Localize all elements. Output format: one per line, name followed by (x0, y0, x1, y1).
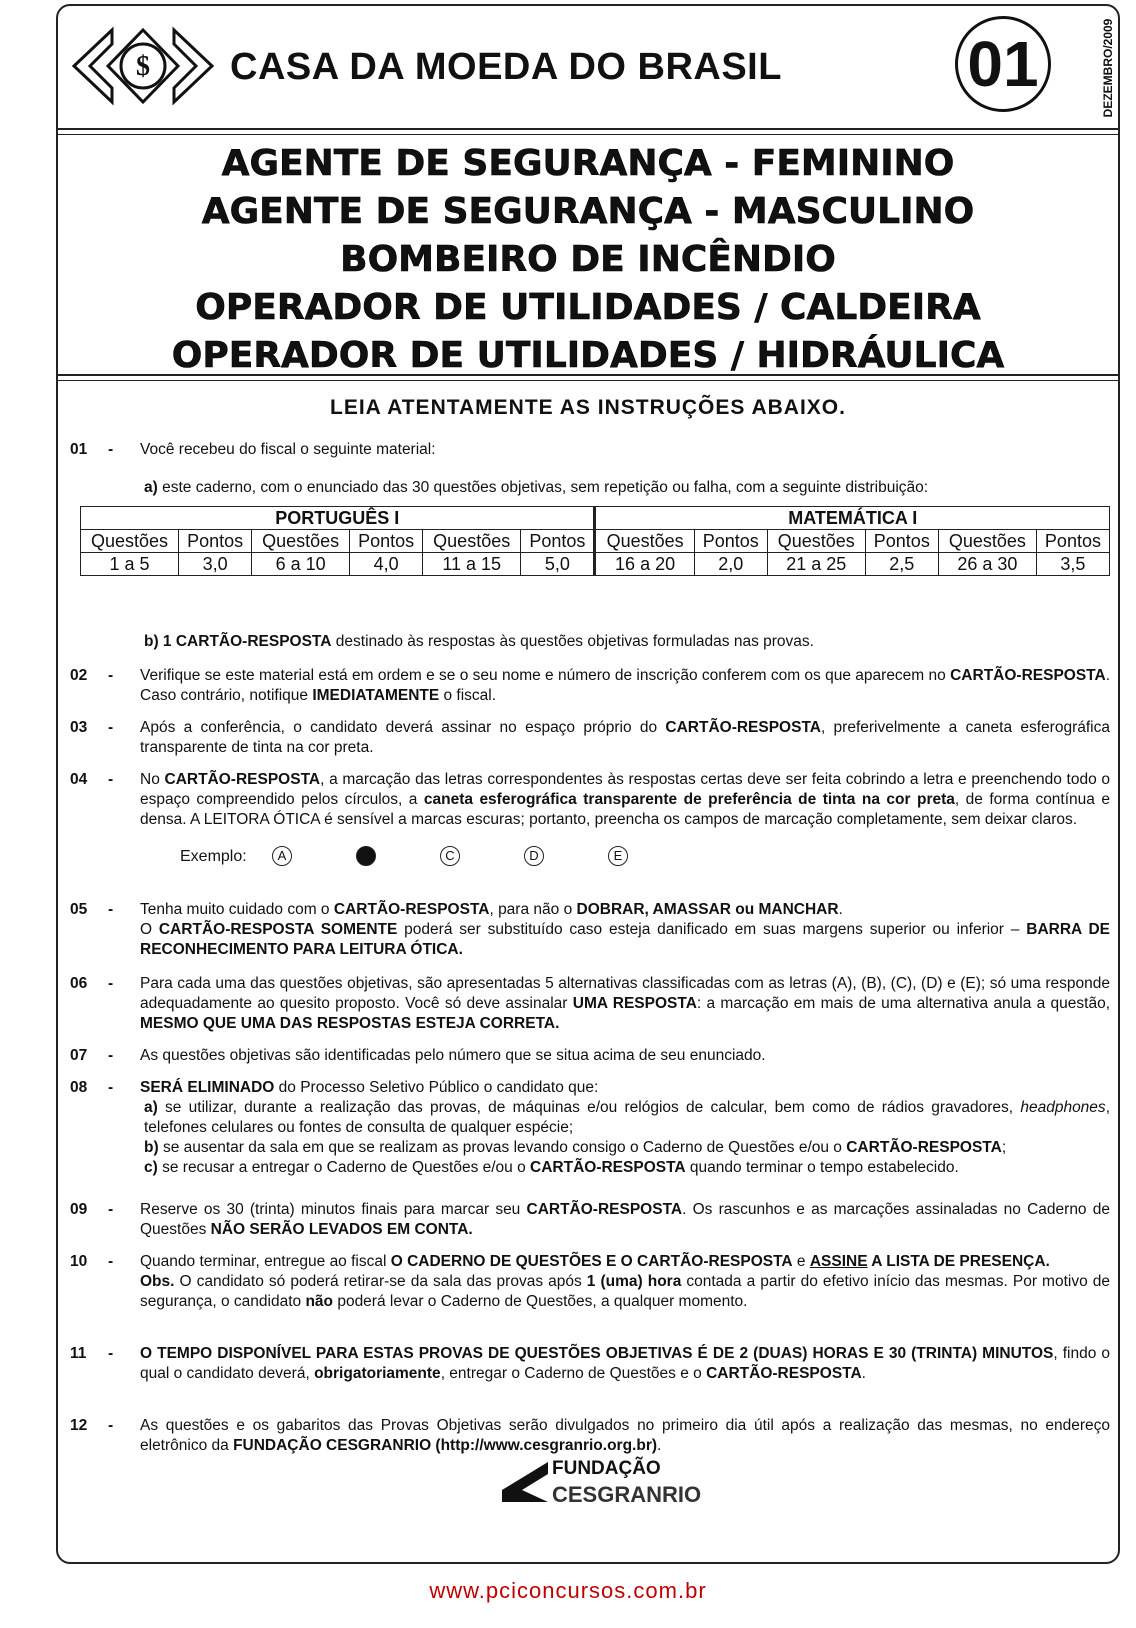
item-dash: - (108, 1047, 114, 1064)
sub-text: este caderno, com o enunciado das 30 questões objetivas, sem repetição ou falha, com a seguinte distribuição: (162, 479, 929, 496)
text-run: Tenha muito cuidado com o (140, 901, 334, 918)
exam-titles (58, 140, 1118, 380)
item-dash: - (108, 901, 114, 918)
table-cell: 6 a 10 (252, 553, 350, 576)
column-header: Questões (423, 530, 521, 553)
item-number: 02 (70, 667, 88, 684)
table-cell: 4,0 (350, 553, 423, 576)
text-run: se ausentar da sala em que se realizam as provas levando consigo o Caderno de Questões e/ou o (158, 1139, 847, 1156)
answer-bubble: D (524, 846, 544, 866)
example-label: Exemplo: (180, 848, 247, 865)
item-dash: - (108, 975, 114, 992)
subject-header: MATEMÁTICA I (595, 507, 1110, 530)
text-run: . Os rascunhos e as marcações assinaladas no Caderno de Questões (140, 1201, 1110, 1238)
logo-text: FUNDAÇÃO (552, 1458, 661, 1479)
text-run: ; (1001, 1139, 1007, 1156)
header-divider (58, 128, 1118, 130)
table-cell: 21 a 25 (767, 553, 865, 576)
column-header: Questões (81, 530, 179, 553)
item-text (140, 666, 1110, 706)
emphasis: caneta esferográfica transparente de preferência de tinta na cor preta (423, 791, 955, 808)
item-dash: - (108, 719, 114, 736)
title-line: OPERADOR DE UTILIDADES / CALDEIRA (195, 287, 981, 328)
table-cell: 1 a 5 (81, 553, 179, 576)
item-dash: - (108, 1345, 114, 1362)
text-run: . (838, 901, 843, 918)
answer-bubble: C (440, 846, 460, 866)
emphasis: O CADERNO DE QUESTÕES E O CARTÃO-RESPOSTA (390, 1253, 793, 1270)
text-run: , para não o (489, 901, 577, 918)
casa-da-moeda-logo (68, 20, 218, 112)
text-run: se utilizar, durante a realização das provas, de máquinas e/ou relógios de calcular, bem como de rádios gravadores, (157, 1099, 1021, 1116)
header (58, 6, 1118, 128)
column-header: Pontos (350, 530, 423, 553)
column-header: Questões (938, 530, 1036, 553)
cesgranrio-arrow-icon (500, 1460, 550, 1504)
instructions-heading: LEIA ATENTAMENTE AS INSTRUÇÕES ABAIXO. (330, 396, 846, 419)
item-number: 09 (70, 1201, 88, 1218)
sub-label: a) (144, 479, 158, 496)
text-run: No (140, 771, 165, 788)
date-text: DEZEMBRO/2009 (1101, 18, 1115, 118)
item-number: 12 (70, 1417, 88, 1434)
item-text (144, 632, 1114, 652)
item-number: 07 (70, 1047, 88, 1064)
table-cell: 2,5 (865, 553, 938, 576)
text-run: . (861, 1365, 866, 1382)
emphasis: CARTÃO-RESPOSTA (333, 901, 490, 918)
text-run: Para cada uma das questões objetivas, são apresentadas 5 alternativas classificadas com as letras (A), (B), (C), (D) e (E); só uma responde adequadamente ao quesito proposto. Você só deve assinalar (140, 975, 1110, 1012)
column-header: Pontos (1036, 530, 1109, 553)
text-run: quando terminar o tempo estabelecido. (685, 1159, 959, 1176)
item-number: 10 (70, 1253, 88, 1270)
text-run: . Caso contrário, notifique (140, 667, 1110, 704)
title-line: OPERADOR DE UTILIDADES / HIDRÁULICA (171, 335, 1005, 376)
italic-term: headphones (1020, 1099, 1106, 1116)
title-line: AGENTE DE SEGURANÇA - MASCULINO (201, 191, 975, 232)
text-run: poderá ser substituído caso esteja danificado em suas margens superior ou inferior – (397, 921, 1027, 938)
item-text (140, 1344, 1110, 1384)
sub-label: a) (144, 1099, 158, 1116)
site-url[interactable]: www.pciconcursos.com.br (429, 1578, 707, 1603)
text-run: , de forma contínua e densa. A LEITORA ÓTICA é sensível a marcas escuras; portanto, preencha os campos de marcação completamente, sem deixar claros. (140, 791, 1110, 828)
emphasis: SERÁ ELIMINADO (140, 1079, 275, 1096)
svg-text:$: $ (136, 51, 150, 82)
emphasis: CARTÃO-RESPOSTA (526, 1201, 683, 1218)
table-cell: 26 a 30 (938, 553, 1036, 576)
item-number: 06 (70, 975, 88, 992)
emphasis: O TEMPO DISPONÍVEL PARA ESTAS PROVAS DE QUESTÕES OBJETIVAS É DE 2 (DUAS) HORAS E 30 (TRINTA) MINUTOS (140, 1345, 1054, 1362)
item-dash: - (108, 1079, 114, 1096)
text-run: Reserve os 30 (trinta) minutos finais para marcar seu (140, 1201, 527, 1218)
emphasis: não (305, 1293, 334, 1310)
text-run: Quando terminar, entregue ao fiscal (140, 1253, 391, 1270)
item-number: 08 (70, 1079, 88, 1096)
title-line: AGENTE DE SEGURANÇA - FEMININO (221, 143, 955, 184)
item-text (140, 718, 1110, 758)
item-number: 01 (70, 441, 88, 458)
table-cell: 2,0 (694, 553, 767, 576)
text-run: Verifique se este material está em ordem e se o seu nome e número de inscrição conferem com os que aparecem no (140, 667, 951, 684)
emphasis: IMEDIATAMENTE (312, 687, 440, 704)
emphasis: NÃO SERÃO LEVADOS EM CONTA. (210, 1221, 473, 1238)
item-number: 04 (70, 771, 88, 788)
obs-label: Obs. (140, 1273, 175, 1290)
table-row (81, 507, 1110, 530)
column-header: Pontos (694, 530, 767, 553)
answer-bubble: A (272, 846, 292, 866)
item-text (140, 1200, 1110, 1240)
distribution-table (80, 506, 1110, 576)
item-text (140, 770, 1110, 830)
column-header: Pontos (865, 530, 938, 553)
table-row (81, 553, 1110, 576)
table-row (81, 530, 1110, 553)
text-run: , entregar o Caderno de Questões e o (440, 1365, 707, 1382)
date-label (1098, 12, 1118, 124)
text-run: O candidato só poderá retirar-se da sala das provas após (174, 1273, 587, 1290)
text-run: As questões e os gabaritos das Provas Objetivas serão divulgados no primeiro dia útil após a realização das mesmas, no endereço eletrônico da (140, 1417, 1110, 1454)
emphasis: CARTÃO-RESPOSTA (164, 771, 321, 788)
text-run: contada a partir do efetivo início das mesmas. Por motivo de segurança, o candidato (140, 1273, 1110, 1310)
item-number: 05 (70, 901, 88, 918)
emphasis: BARRA DE RECONHECIMENTO PARA LEITURA ÓTICA. (140, 921, 1110, 958)
text-run: o fiscal. (439, 687, 497, 704)
column-header: Questões (252, 530, 350, 553)
title-line: BOMBEIRO DE INCÊNDIO (340, 239, 836, 280)
table-cell: 3,0 (179, 553, 252, 576)
emphasis: MESMO QUE UMA DAS RESPOSTAS ESTEJA CORRETA. (140, 1015, 560, 1032)
text-run: do Processo Seletivo Público o candidato que: (274, 1079, 599, 1096)
sub-text: destinado às respostas às questões objetivas formuladas nas provas. (335, 633, 814, 650)
emphasis: CARTÃO-RESPOSTA (846, 1139, 1002, 1156)
titles-divider-thin (58, 380, 1118, 381)
emphasis: UMA RESPOSTA (572, 995, 697, 1012)
item-text (140, 900, 1110, 960)
text-run: e (792, 1253, 810, 1270)
text-run: , a marcação das letras correspondentes às respostas certas deve ser feita cobrindo a letra e preenchendo todo o espaço compreendido pelos círculos, a (140, 771, 1110, 808)
text-run: poderá levar o Caderno de Questões, a qualquer momento. (333, 1293, 748, 1310)
text-run: Após a conferência, o candidato deverá assinar no espaço próprio do (140, 719, 666, 736)
text-run: O (140, 921, 159, 938)
item-number: 03 (70, 719, 88, 736)
column-header: Pontos (521, 530, 595, 553)
item-text (140, 1416, 1110, 1456)
cesgranrio-logo (500, 1454, 702, 1514)
table-cell: 5,0 (521, 553, 595, 576)
emphasis: CARTÃO-RESPOSTA (706, 1365, 862, 1382)
text-run: . (657, 1437, 662, 1454)
text-run: , preferivelmente a caneta esferográfica transparente de tinta na cor preta. (140, 719, 1110, 756)
item-dash: - (108, 667, 114, 684)
item-text (140, 1252, 1110, 1312)
exam-number: 01 (955, 16, 1051, 112)
subject-header: PORTUGUÊS I (81, 507, 595, 530)
emphasis: CARTÃO-RESPOSTA (950, 667, 1106, 684)
emphasis: obrigatoriamente (314, 1365, 441, 1382)
titles-divider (58, 374, 1118, 376)
answer-bubble: E (608, 846, 628, 866)
text-run: se recusar a entregar o Caderno de Questões e/ou o (157, 1159, 531, 1176)
item-text: As questões objetivas são identificadas pelo número que se situa acima de seu enunciado. (140, 1047, 766, 1064)
column-header: Questões (767, 530, 865, 553)
item-dash: - (108, 771, 114, 788)
item-number: 11 (70, 1345, 87, 1362)
emphasis: A LISTA DE PRESENÇA. (867, 1253, 1050, 1270)
item-dash: - (108, 1417, 114, 1434)
column-header: Questões (595, 530, 694, 553)
item-dash: - (108, 1201, 114, 1218)
emphasis: FUNDAÇÃO CESGRANRIO (http://www.cesgranrio.org.br) (233, 1437, 658, 1454)
header-divider-thin (58, 134, 1118, 135)
emphasis: 1 (uma) hora (586, 1273, 682, 1290)
emphasis: CARTÃO-RESPOSTA (530, 1159, 686, 1176)
item-dash: - (108, 1253, 114, 1270)
item-text (140, 1078, 1110, 1178)
answer-bubble-filled (356, 846, 376, 866)
text-run: , telefones celulares ou fontes de consulta de qualquer espécie; (144, 1099, 1110, 1136)
table-cell: 16 a 20 (595, 553, 694, 576)
sub-label: b) 1 CARTÃO-RESPOSTA (144, 633, 332, 650)
org-title: CASA DA MOEDA DO BRASIL (230, 46, 782, 88)
column-header: Pontos (179, 530, 252, 553)
emphasis: CARTÃO-RESPOSTA (665, 719, 821, 736)
table-cell: 3,5 (1036, 553, 1109, 576)
logo-text: CESGRANRIO (552, 1482, 702, 1507)
item-text (140, 974, 1110, 1034)
item-dash: - (108, 441, 114, 458)
emphasis: DOBRAR, AMASSAR ou MANCHAR (576, 901, 839, 918)
sub-label: c) (144, 1159, 158, 1176)
item-text: Você recebeu do fiscal o seguinte material: (140, 441, 436, 458)
table-cell: 11 a 15 (423, 553, 521, 576)
sub-label: b) (144, 1139, 159, 1156)
text-run: , findo o qual o candidato deverá, (140, 1345, 1110, 1382)
emphasis: CARTÃO-RESPOSTA SOMENTE (158, 921, 398, 938)
text-run: : a marcação em mais de uma alternativa anula a questão, (696, 995, 1110, 1012)
item-text (144, 478, 1114, 498)
emphasis: ASSINE (809, 1253, 868, 1270)
